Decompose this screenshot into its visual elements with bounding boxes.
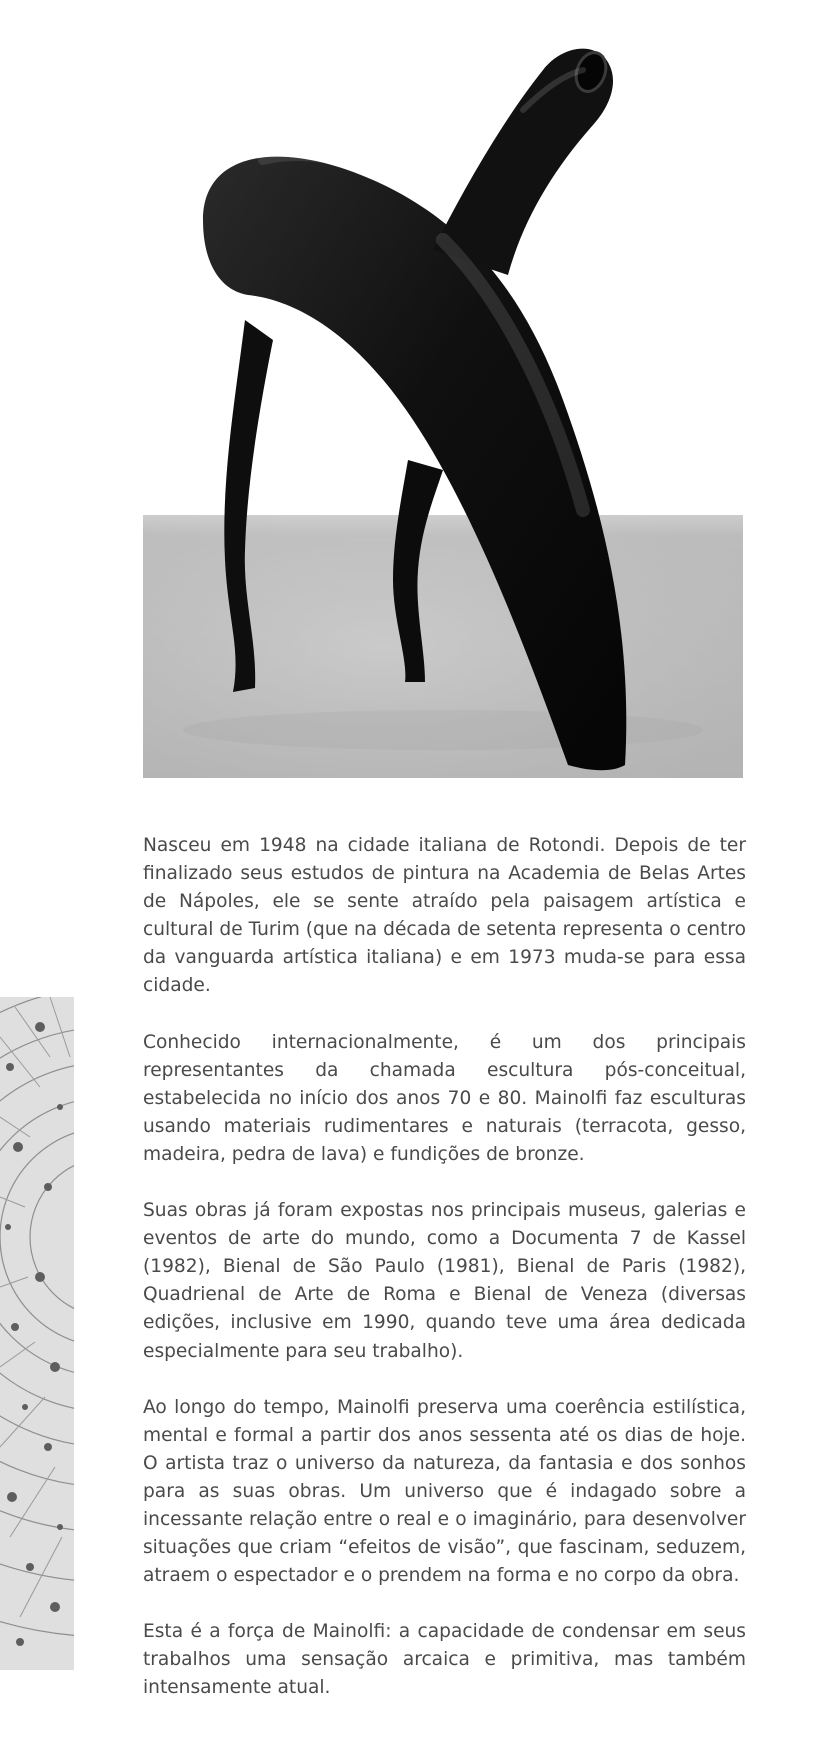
bio-paragraph-3: Suas obras já foram expostas nos principais museus, galerias e eventos de arte do mundo, como a Documenta 7 de Kassel (1982), Bienal de São Paulo (1981), Bienal de Paris (1982), Quadrienal de Arte de Roma e Bienal de Veneza (diversas edições, inclusive em 1990, quando teve uma área dedicada especialmente para seu trabalho). [143,1200,746,1362]
stone-texture-strip [0,997,74,1670]
bio-paragraph-4: Ao longo do tempo, Mainolfi preserva uma coerência estilística, mental e formal a partir dos anos sessenta até os dias de hoje. O artista traz o universo da natureza, da fantasia e dos sonhos para as suas obras. Um universo que é indagado sobre a incessante relação entre o real e o imaginário, para desenvolver situações que criam “efeitos de visão”, que fascinam, seduzem, atraem o espectador e o prendem na forma e no corpo da obra. [143,1396,746,1587]
bio-paragraph-5: Esta é a força de Mainolfi: a capacidade de condensar em seus trabalhos uma sensação arcaica e primitiva, mas também intensamente atual. [143,1621,746,1699]
sculpture-photo [143,40,743,778]
artist-biography [143,832,746,1703]
sculpture-illustration [143,40,743,778]
bio-paragraph-2: Conhecido internacionalmente, é um dos principais representantes da chamada escultura pós-conceitual, estabelecida no início dos anos 70 e 80. Mainolfi faz esculturas usando materiais rudimentares e naturais (terracota, gesso, madeira, pedra de lava) e fundições de bronze. [143,1031,746,1165]
bio-paragraph-1: Nasceu em 1948 na cidade italiana de Rotondi. Depois de ter finalizado seus estudos de pintura na Academia de Belas Artes de Nápoles, ele se sente atraído pela paisagem artística e cultural de Turim (que na década de setenta representa o centro da vanguarda artística italiana) e em 1973 muda-se para essa cidade. [143,835,746,997]
